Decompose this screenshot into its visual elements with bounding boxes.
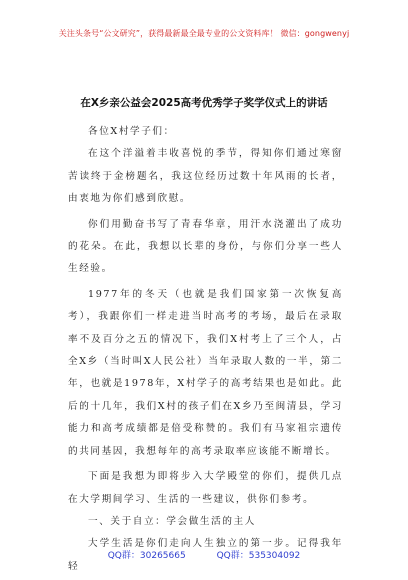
paragraph: 在这个洋溢着丰收喜悦的季节，得知你们通过寒窗苦读终于金榜题名，我这位经历过数十年风雨的长者，由衷地为你们感到欣慰。 <box>68 148 343 205</box>
document-title: 在X乡亲公益会2025高考优秀学子奖学仪式上的讲话 <box>80 97 328 109</box>
paragraph: 你们用勤奋书写了青春华章，用汗水浇灌出了成功的花朵。在此，我想以长辈的身份，与你们分享一些人生经验。 <box>68 218 343 275</box>
paragraph: 下面是我想为即将步入大学殿堂的你们，提供几点在大学期间学习、生活的一些建议，供你们参考。 <box>68 471 343 505</box>
qq-group-1: QQ群：30265665 <box>107 551 186 561</box>
footer-contacts <box>0 548 408 561</box>
document-body <box>68 121 343 578</box>
section-heading: 一、关于自立：学会做生活的主人 <box>88 515 256 527</box>
paragraph: 大学生活是你们走向人生独立的第一步。记得我年轻 <box>68 538 343 572</box>
salutation: 各位X村学子们： <box>88 126 175 137</box>
qq-group-2: QQ群：535304092 <box>216 551 301 561</box>
header-note: 关注头条号“公文研究”，获得最新最全最专业的公文资料库！ 微信：gongwenyj <box>58 29 350 38</box>
paragraph: 1977年的冬天（也就是我们国家第一次恢复高考），我跟你们一样走进当时高考的考场，最后在录取率不及百分之五的情况下，我们X村考上了三个人，占全X乡（当时叫X人民公社）当年录取人数的一半，第二年，也就是1978年，X村学子的高考结果也是如此。此后的十几年，我们X村的孩子们在X乡乃至闽清县，学习能力和高考成绩都是倍受称赞的。我们有马家祖宗遗传的共同基因，我想每年的高考录取率应该能不断增长。 <box>68 288 343 457</box>
